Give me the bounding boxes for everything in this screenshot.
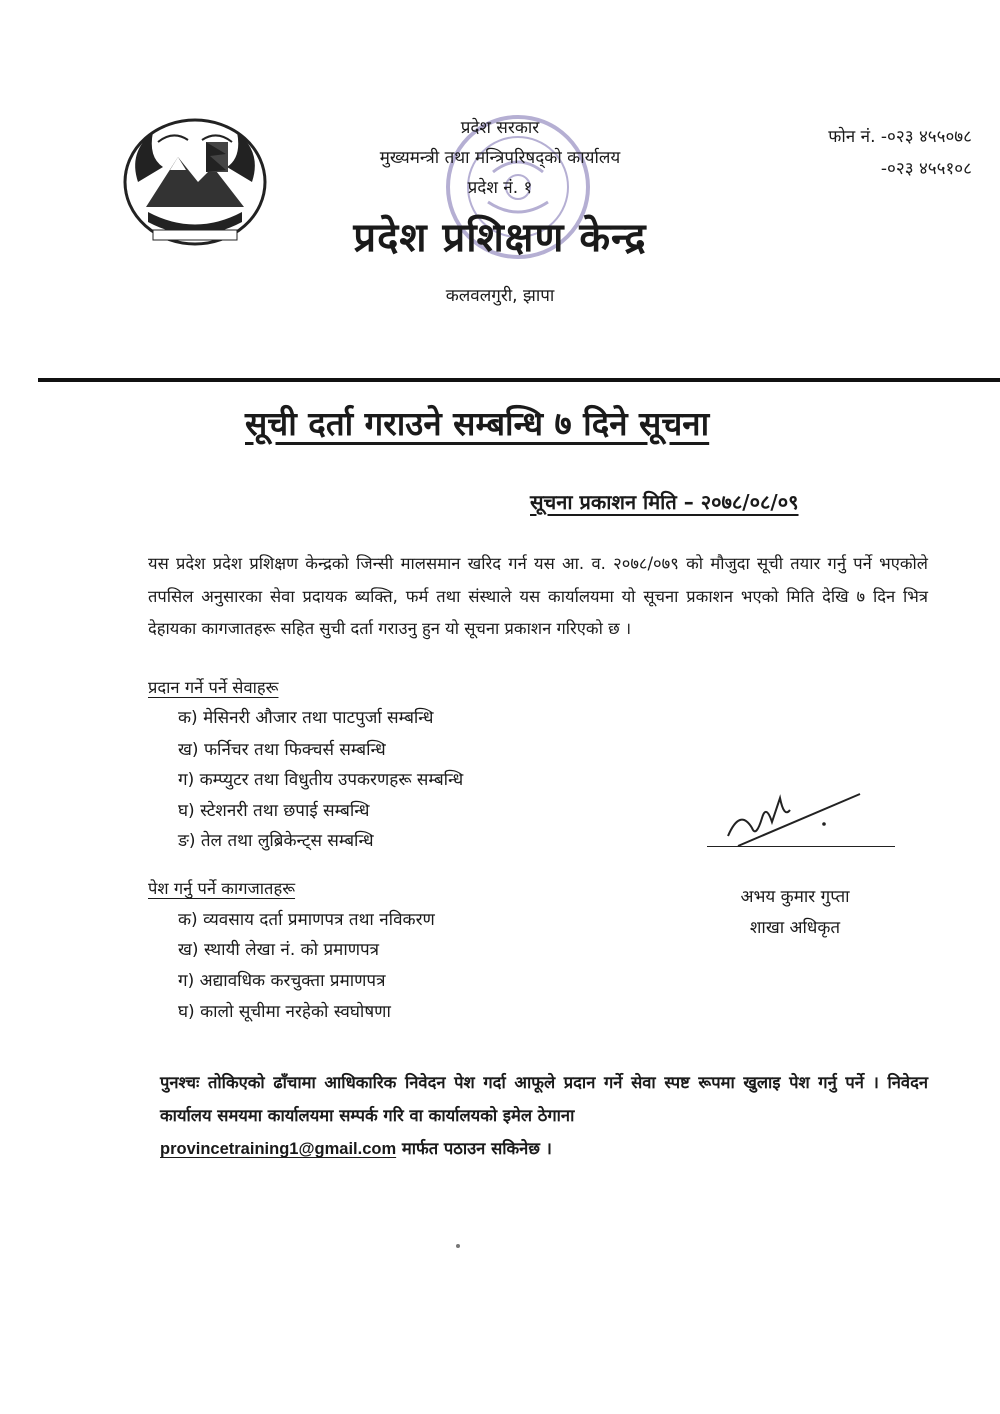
document-item: घ) कालो सूचीमा नरहेको स्वघोषणा — [178, 1002, 391, 1022]
signatory-name: अभय कुमार गुप्ता — [740, 887, 850, 907]
service-item: क) मेसिनरी औजार तथा पाटपुर्जा सम्बन्धि — [178, 708, 434, 728]
scan-speck — [456, 1244, 460, 1248]
organization-name: प्रदेश प्रशिक्षण केन्द्र — [353, 215, 647, 261]
notice-body: यस प्रदेश प्रदेश प्रशिक्षण केन्द्रको जिन्सी मालसमान खरिद गर्न यस आ. व. २०७८/०७९ को मौजुदा सूची तयार गर्नु पर्ने भएकोले तपसिल अनुसारका सेवा प्रदायक ब्यक्ति, फर्म तथा संस्थाले यस कार्यालयमा यो सूचना प्रकाशन भएको मिति देखि ७ दिन भित्र देहायका कागजातहरू सहित सुची दर्ता गराउनु हुन यो सूचना प्रकाशन गरिएको छ । — [148, 554, 928, 638]
document-item: ग) अद्यावधिक करचुक्ता प्रमाणपत्र — [178, 971, 386, 991]
signature-line — [707, 846, 895, 847]
service-item: घ) स्टेशनरी तथा छपाई सम्बन्धि — [178, 801, 370, 821]
signatory-title: शाखा अधिकृत — [749, 918, 841, 938]
documents-heading: पेश गर्नु पर्ने कागजातहरू — [148, 879, 296, 898]
services-heading: प्रदान गर्ने पर्ने सेवाहरू — [148, 678, 279, 697]
publication-date: सूचना प्रकाशन मिति – २०७८/०८/०९ — [530, 490, 799, 514]
contact-email-link[interactable]: provincetraining1@gmail.com — [160, 1140, 397, 1158]
phone-number-1: फोन नं. -०२३ ४५५०७८ — [828, 127, 972, 147]
service-item: ख) फर्निचर तथा फिक्चर्स सम्बन्धि — [178, 740, 386, 760]
service-item: ग) कम्प्युटर तथा विधुतीय उपकरणहरू सम्बन्धि — [178, 770, 464, 790]
signature-icon — [700, 788, 900, 858]
footer-text-after: मार्फत पठाउन सकिनेछ । — [401, 1139, 552, 1158]
organization-address: कलवलगुरी, झापा — [445, 286, 555, 306]
header-line-3: प्रदेश नं. १ — [467, 178, 533, 198]
footer-note — [160, 1066, 928, 1166]
header-line-1: प्रदेश सरकार — [460, 118, 540, 138]
header-line-2: मुख्यमन्त्री तथा मन्त्रिपरिषद्को कार्यालय — [379, 148, 621, 168]
footer-text: पुनश्चः तोकिएको ढाँचामा आधिकारिक निवेदन पेश गर्दा आफूले प्रदान गर्ने सेवा स्पष्ट रूपमा खुलाइ पेश गर्नु पर्ने । निवेदन कार्यालय समयमा कार्यालयमा सम्पर्क गरि वा कार्यालयको इमेल ठेगाना — [160, 1073, 928, 1125]
header-divider — [38, 378, 1000, 382]
document-item: ख) स्थायी लेखा नं. को प्रमाणपत्र — [178, 940, 380, 960]
service-item: ङ) तेल तथा लुब्रिकेन्ट्स सम्बन्धि — [178, 831, 374, 851]
notice-title: सूची दर्ता गराउने सम्बन्धि ७ दिने सूचना — [245, 404, 710, 443]
document-item: क) व्यवसाय दर्ता प्रमाणपत्र तथा नविकरण — [178, 910, 435, 930]
phone-number-2: -०२३ ४५५१०८ — [880, 159, 972, 179]
